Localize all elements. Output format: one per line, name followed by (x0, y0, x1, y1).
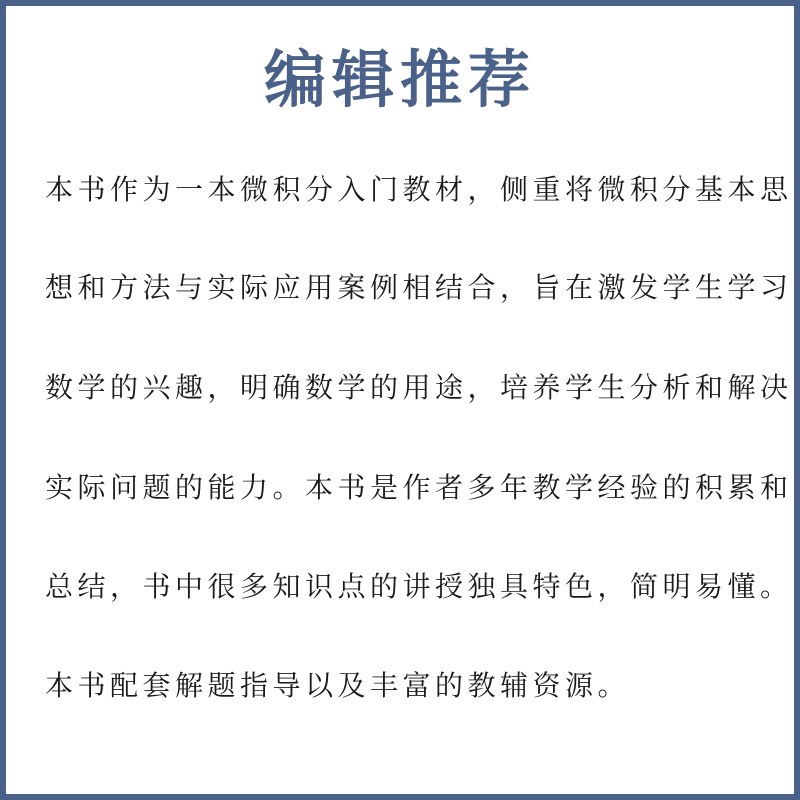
text-line: 总结，书中很多知识点的讲授独具特色，简明易懂。 (45, 570, 793, 603)
text-line: 本书配套解题指导以及丰富的教辅资源。 (45, 669, 631, 702)
text-line: 想和方法与实际应用案例相结合，旨在激发学生学习 (45, 271, 793, 304)
text-line: 数学的兴趣，明确数学的用途，培养学生分析和解决 (45, 371, 793, 404)
text-line: 本书作为一本微积分入门教材，侧重将微积分基本思 (45, 173, 793, 206)
page-title: 编辑推荐 (263, 43, 536, 116)
text-line: 实际问题的能力。本书是作者多年教学经验的积累和 (45, 471, 793, 504)
